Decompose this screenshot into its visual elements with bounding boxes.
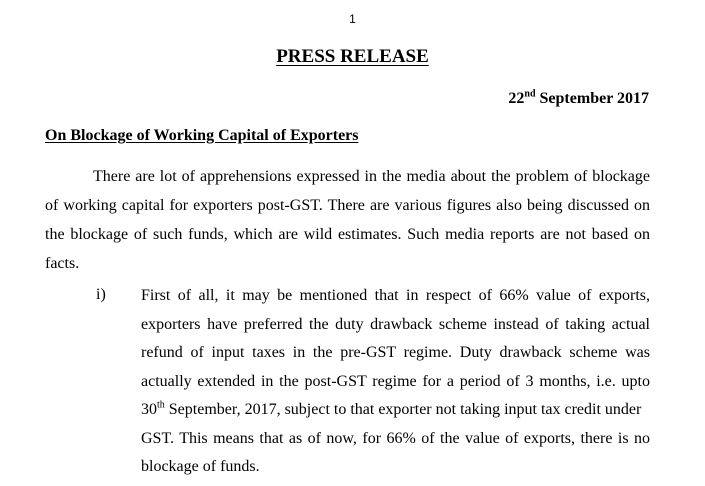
intro-line-4: facts. <box>45 255 80 272</box>
intro-line-3: the blockage of such funds, which are wild estimates. Such media reports are not based on <box>45 226 650 243</box>
list-item-marker: i) <box>96 286 106 303</box>
page-title <box>0 46 705 68</box>
item-line-5-rest: September, 2017, subject to that exporter not taking input tax credit under <box>164 401 642 418</box>
item-line-5-suffix: th <box>157 399 165 411</box>
item-line-1: First of all, it may be mentioned that in respect of 66% value of exports, <box>141 287 650 304</box>
date-day: 22 <box>508 90 525 107</box>
page-number: 1 <box>349 12 356 26</box>
item-line-2: exporters have preferred the duty drawback scheme instead of taking actual <box>141 315 650 333</box>
item-line-5-day: 30 <box>141 401 157 418</box>
section-heading: On Blockage of Working Capital of Exporters <box>45 127 359 144</box>
intro-line-2: of working capital for exporters post-GST. There are various figures also being discussed on <box>45 197 650 214</box>
item-line-4: actually extended in the post-GST regime for a period of 3 months, i.e. upto <box>141 372 650 390</box>
item-line-5 <box>141 396 650 425</box>
item-line-3: refund of input taxes in the pre-GST regime. Duty drawback scheme was <box>141 344 650 361</box>
intro-paragraph <box>45 162 650 278</box>
list-item-text <box>141 282 650 482</box>
date-suffix: nd <box>524 88 536 100</box>
item-line-6: GST. This means that as of now, for 66% of the value of exports, there is no <box>141 429 650 447</box>
page-title-text: PRESS RELEASE <box>276 46 429 67</box>
intro-line-1: There are lot of apprehensions expressed in the media about the problem of blockage <box>93 168 650 185</box>
item-line-7: blockage of funds. <box>141 458 260 475</box>
release-date <box>508 90 649 108</box>
date-rest: September 2017 <box>535 90 649 107</box>
